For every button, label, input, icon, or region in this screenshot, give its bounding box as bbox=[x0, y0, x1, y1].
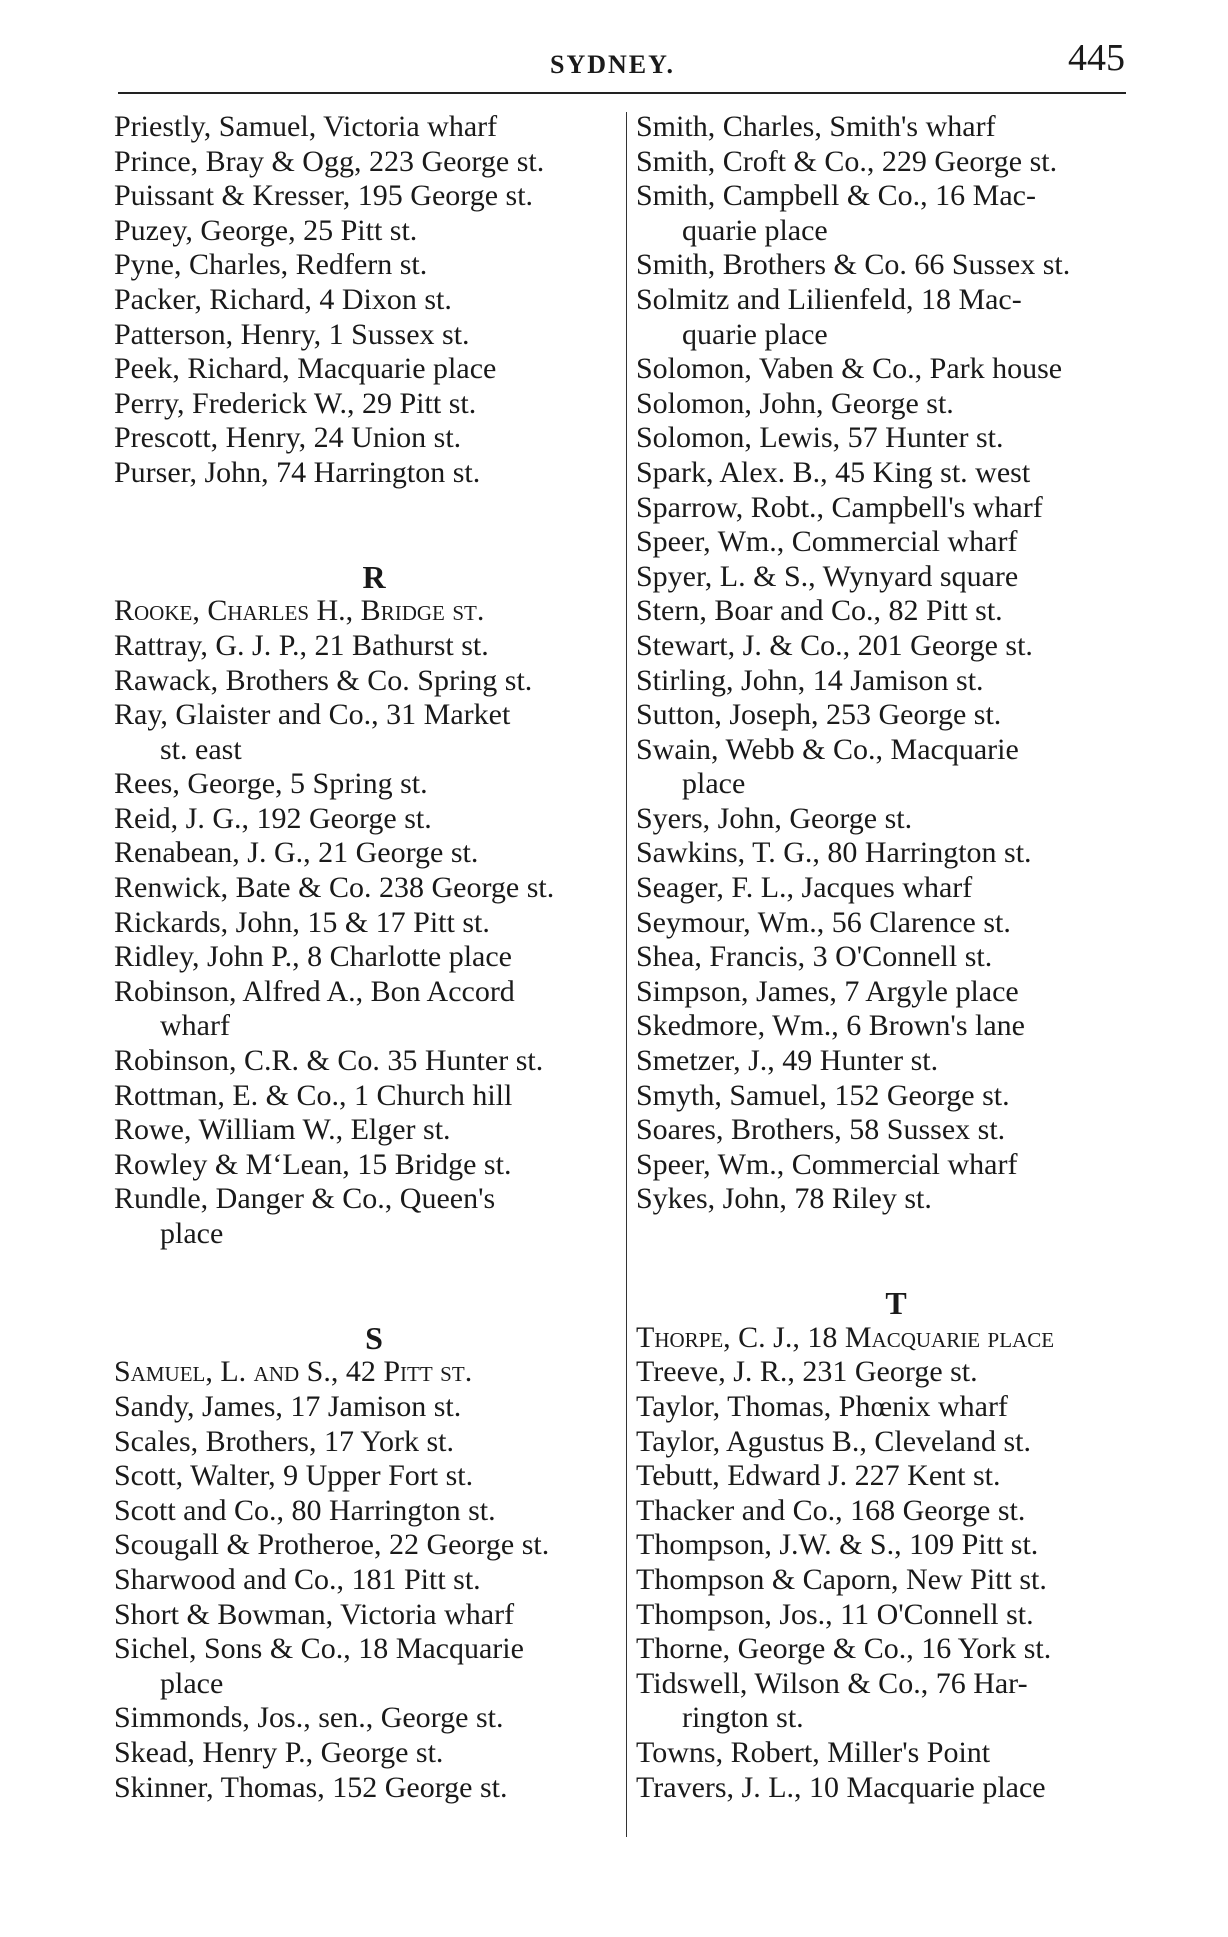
list-item: Smetzer, J., 49 Hunter st. bbox=[636, 1044, 939, 1078]
list-item: Rickards, John, 15 & 17 Pitt st. bbox=[114, 905, 490, 939]
list-item: Scales, Brothers, 17 York st. bbox=[114, 1424, 455, 1458]
list-item: Stirling, John, 14 Jamison st. bbox=[636, 663, 984, 697]
section-letter-t: T bbox=[885, 1285, 907, 1322]
list-item: Robinson, Alfred A., Bon Accord bbox=[114, 974, 515, 1008]
list-item: Stewart, J. & Co., 201 George st. bbox=[636, 628, 1033, 662]
list-item: Ridley, John P., 8 Charlotte place bbox=[114, 940, 512, 974]
list-item: Taylor, Thomas, Phœnix wharf bbox=[636, 1389, 1008, 1423]
list-item: Sparrow, Robt., Campbell's wharf bbox=[636, 490, 1043, 524]
list-item: Shea, Francis, 3 O'Connell st. bbox=[636, 940, 993, 974]
list-item: Smyth, Samuel, 152 George st. bbox=[636, 1078, 1010, 1112]
list-item: Rottman, E. & Co., 1 Church hill bbox=[114, 1078, 513, 1112]
list-item: Thompson, Jos., 11 O'Connell st. bbox=[636, 1597, 1034, 1631]
list-item: Skead, Henry P., George st. bbox=[114, 1735, 444, 1769]
running-title: SYDNEY. bbox=[550, 50, 676, 79]
list-item: Thacker and Co., 168 George st. bbox=[636, 1493, 1026, 1527]
list-item: Tebutt, Edward J. 227 Kent st. bbox=[636, 1459, 1001, 1493]
list-item: Purser, John, 74 Harrington st. bbox=[114, 455, 481, 489]
list-item: Treeve, J. R., 231 George st. bbox=[636, 1355, 978, 1389]
right-column bbox=[636, 110, 1156, 1805]
list-item: Ray, Glaister and Co., 31 Market bbox=[114, 698, 511, 732]
list-item: Smith, Brothers & Co. 66 Sussex st. bbox=[636, 248, 1071, 282]
list-item: Skedmore, Wm., 6 Brown's lane bbox=[636, 1009, 1025, 1043]
list-item: Thompson & Caporn, New Pitt st. bbox=[636, 1562, 1047, 1596]
list-item: Priestly, Samuel, Victoria wharf bbox=[114, 110, 498, 143]
list-item: Solmitz and Lilienfeld, 18 Mac- bbox=[636, 282, 1022, 316]
list-item: Thorpe, C. J., 18 Macquarie place bbox=[636, 1320, 1055, 1354]
list-item-continuation: wharf bbox=[160, 1009, 230, 1043]
list-item: Renwick, Bate & Co. 238 George st. bbox=[114, 871, 555, 905]
list-item: Scott, Walter, 9 Upper Fort st. bbox=[114, 1459, 474, 1493]
list-item: Puzey, George, 25 Pitt st. bbox=[114, 213, 418, 247]
list-item: Spyer, L. & S., Wynyard square bbox=[636, 559, 1019, 593]
list-item: Sawkins, T. G., 80 Harrington st. bbox=[636, 836, 1032, 870]
list-item: Towns, Robert, Miller's Point bbox=[636, 1735, 991, 1769]
list-item: Travers, J. L., 10 Macquarie place bbox=[636, 1770, 1046, 1804]
list-item: Skinner, Thomas, 152 George st. bbox=[114, 1770, 508, 1804]
list-item: Patterson, Henry, 1 Sussex st. bbox=[114, 317, 470, 351]
list-item: Rooke, Charles H., Bridge st. bbox=[114, 594, 485, 628]
list-item: Tidswell, Wilson & Co., 76 Har- bbox=[636, 1666, 1028, 1700]
list-item: Scott and Co., 80 Harrington st. bbox=[114, 1493, 496, 1527]
list-item-continuation: place bbox=[160, 1217, 224, 1250]
page-number: 445 bbox=[1068, 37, 1125, 79]
list-item: Soares, Brothers, 58 Sussex st. bbox=[636, 1113, 1006, 1147]
list-item: Rowley & M‘Lean, 15 Bridge st. bbox=[114, 1147, 512, 1181]
list-item: Puissant & Kresser, 195 George st. bbox=[114, 179, 534, 213]
list-item-continuation: place bbox=[682, 767, 746, 801]
list-item: Smith, Charles, Smith's wharf bbox=[636, 110, 996, 143]
list-item: Peek, Richard, Macquarie place bbox=[114, 352, 497, 386]
list-item: Rees, George, 5 Spring st. bbox=[114, 767, 428, 801]
list-item: Sykes, John, 78 Riley st. bbox=[636, 1182, 932, 1216]
list-item: Perry, Frederick W., 29 Pitt st. bbox=[114, 386, 477, 420]
list-item: Robinson, C.R. & Co. 35 Hunter st. bbox=[114, 1044, 544, 1078]
list-item: Sichel, Sons & Co., 18 Macquarie bbox=[114, 1632, 524, 1666]
list-item: Thorne, George & Co., 16 York st. bbox=[636, 1632, 1052, 1666]
list-item-continuation: st. east bbox=[160, 732, 242, 766]
list-item: Sutton, Joseph, 253 George st. bbox=[636, 698, 1002, 732]
list-item: Seager, F. L., Jacques wharf bbox=[636, 871, 973, 905]
list-item: Pyne, Charles, Redfern st. bbox=[114, 248, 428, 282]
list-item: Solomon, John, George st. bbox=[636, 386, 954, 420]
list-item: Simmonds, Jos., sen., George st. bbox=[114, 1701, 504, 1735]
list-item: Rowe, William W., Elger st. bbox=[114, 1113, 451, 1147]
list-item: Rattray, G. J. P., 21 Bathurst st. bbox=[114, 628, 489, 662]
list-item: Stern, Boar and Co., 82 Pitt st. bbox=[636, 594, 1003, 628]
list-item: Prescott, Henry, 24 Union st. bbox=[114, 421, 462, 455]
section-letter-s: S bbox=[365, 1319, 383, 1356]
list-item: Sharwood and Co., 181 Pitt st. bbox=[114, 1562, 481, 1596]
header-rule bbox=[118, 92, 1126, 94]
list-item: Thompson, J.W. & S., 109 Pitt st. bbox=[636, 1528, 1039, 1562]
list-item-continuation: quarie place bbox=[682, 213, 828, 247]
list-item: Spark, Alex. B., 45 King st. west bbox=[636, 455, 1031, 489]
list-item: Prince, Bray & Ogg, 223 George st. bbox=[114, 144, 545, 178]
list-item-continuation: rington st. bbox=[682, 1701, 804, 1735]
list-item: Renabean, J. G., 21 George st. bbox=[114, 836, 479, 870]
list-item-continuation: quarie place bbox=[682, 317, 828, 351]
section-letter-r: R bbox=[362, 558, 386, 595]
list-item: Rundle, Danger & Co., Queen's bbox=[114, 1182, 496, 1216]
list-item: Taylor, Agustus B., Cleveland st. bbox=[636, 1424, 1032, 1458]
list-item: Simpson, James, 7 Argyle place bbox=[636, 974, 1019, 1008]
list-item: Scougall & Protheroe, 22 George st. bbox=[114, 1528, 550, 1562]
list-item: Seymour, Wm., 56 Clarence st. bbox=[636, 905, 1011, 939]
list-item: Smith, Croft & Co., 229 George st. bbox=[636, 144, 1058, 178]
list-item: Rawack, Brothers & Co. Spring st. bbox=[114, 663, 533, 697]
left-column bbox=[114, 110, 634, 1805]
list-item: Packer, Richard, 4 Dixon st. bbox=[114, 282, 452, 316]
list-item: Speer, Wm., Commercial wharf bbox=[636, 525, 1018, 559]
list-item: Syers, John, George st. bbox=[636, 801, 913, 835]
list-item: Smith, Campbell & Co., 16 Mac- bbox=[636, 179, 1036, 213]
list-item-continuation: place bbox=[160, 1666, 224, 1700]
list-item: Sandy, James, 17 Jamison st. bbox=[114, 1389, 462, 1423]
list-item: Speer, Wm., Commercial wharf bbox=[636, 1147, 1018, 1181]
list-item: Solomon, Vaben & Co., Park house bbox=[636, 352, 1063, 386]
list-item: Samuel, L. and S., 42 Pitt st. bbox=[114, 1355, 473, 1389]
list-item: Reid, J. G., 192 George st. bbox=[114, 801, 432, 835]
list-item: Solomon, Lewis, 57 Hunter st. bbox=[636, 421, 1004, 455]
running-head bbox=[0, 36, 1228, 86]
list-item: Short & Bowman, Victoria wharf bbox=[114, 1597, 515, 1631]
list-item: Swain, Webb & Co., Macquarie bbox=[636, 732, 1019, 766]
